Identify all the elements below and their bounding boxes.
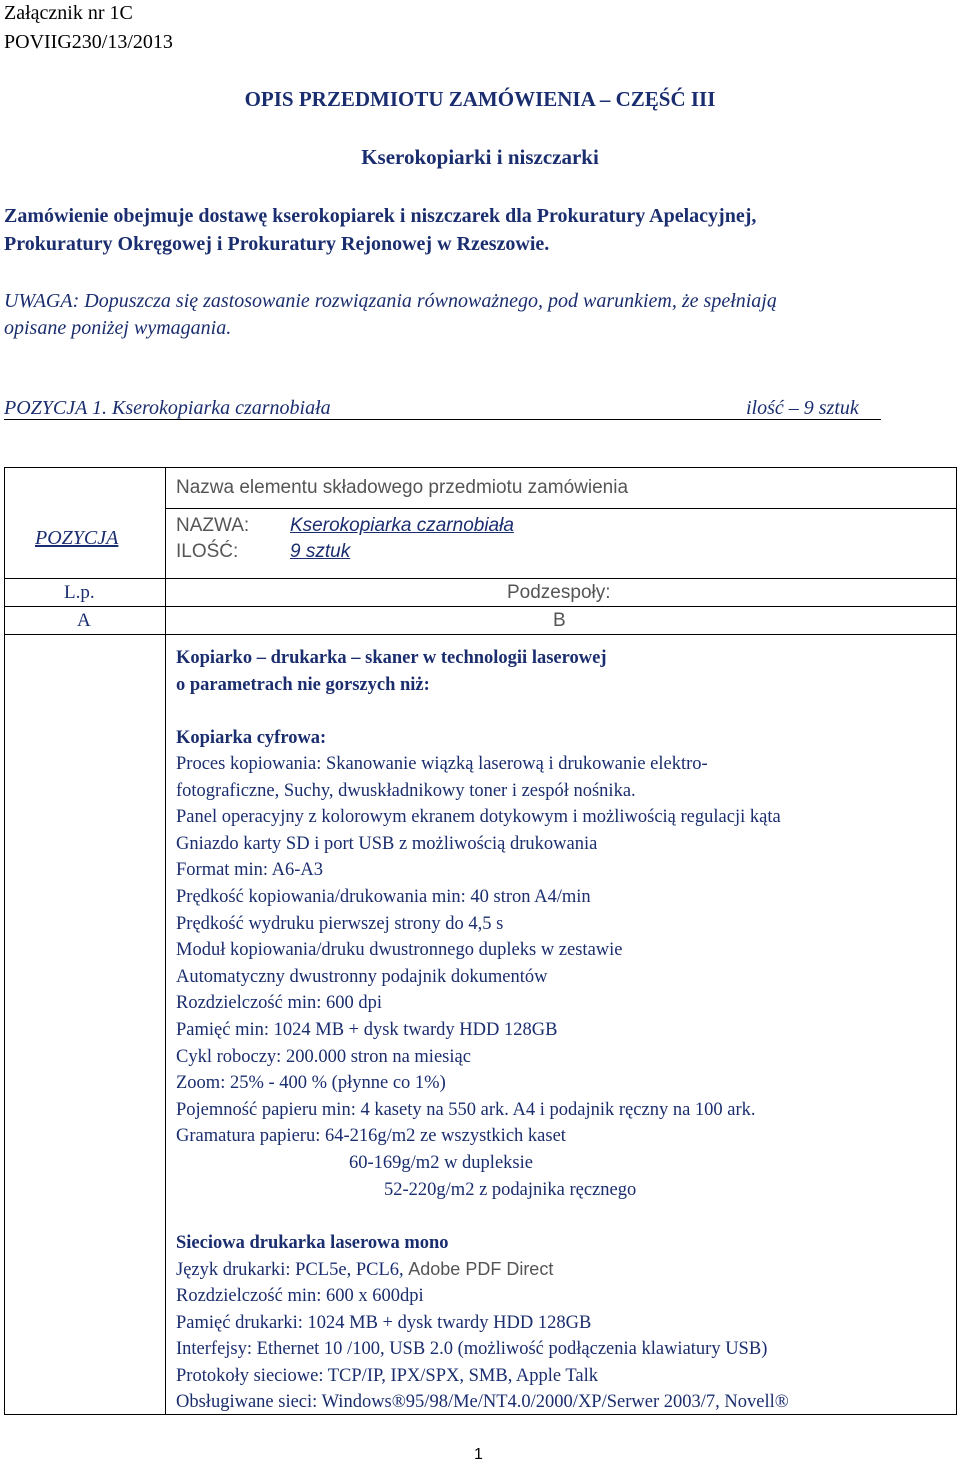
printer-heading: Sieciowa drukarka laserowa mono [176, 1233, 449, 1253]
copier-spec-item: Moduł kopiowania/druku dwustronnego dupleks w zestawie [176, 940, 623, 961]
attachment-label: Załącznik nr 1C [4, 2, 133, 24]
intro-line-2: Prokuratury Okręgowej i Prokuratury Rejonowej w Rzeszowie. [4, 233, 550, 255]
components-label: Podzespoły: [507, 582, 611, 603]
position-title: POZYCJA 1. Kserokopiarka czarnobiała [4, 397, 331, 419]
note-line-2: opisane poniżej wymagania. [4, 317, 232, 339]
copier-spec-item: Gramatura papieru: 64-216g/m2 ze wszystkich kaset [176, 1126, 566, 1147]
copier-spec-item: Format min: A6-A3 [176, 860, 323, 881]
table-border-top [4, 467, 957, 468]
intro-line-1: Zamówienie obejmuje dostawę kserokopiarek i niszczarek dla Prokuratury Apelacyjnej, [4, 205, 757, 227]
copier-spec-item: Zoom: 25% - 400 % (płynne co 1%) [176, 1073, 446, 1094]
quantity-label: ILOŚĆ: [176, 541, 239, 562]
copier-spec-item: Prędkość wydruku pierwszej strony do 4,5 s [176, 913, 504, 934]
copier-spec-item: Pojemność papieru min: 4 kasety na 550 ark. A4 i podajnik ręczny na 100 ark. [176, 1099, 756, 1120]
printer-spec-item: Rozdzielczość min: 600 x 600dpi [176, 1286, 424, 1306]
position-underline [4, 419, 881, 420]
position-column-header: POZYCJA [35, 527, 119, 549]
table-row-divider-1 [165, 508, 956, 509]
table-border-left [4, 467, 5, 1415]
copier-spec-list [176, 751, 781, 1150]
lead-line-1: Kopiarko – drukarka – skaner w technologii laserowej [176, 648, 607, 668]
copier-spec-item: Cykl roboczy: 200.000 stron na miesiąc [176, 1046, 471, 1067]
document-subtitle: Kserokopiarki i niszczarki [361, 145, 599, 169]
printer-spec-item: Interfejsy: Ethernet 10 /100, USB 2.0 (możliwość podłączenia klawiatury USB) [176, 1339, 768, 1360]
position-quantity: ilość – 9 sztuk [746, 397, 859, 419]
copier-spec-item: Pamięć min: 1024 MB + dysk twardy HDD 128GB [176, 1019, 558, 1040]
copier-spec-item: Rozdzielczość min: 600 dpi [176, 993, 383, 1014]
table-border-right [956, 467, 957, 1415]
printer-language [176, 1256, 553, 1284]
table-row-divider-2 [4, 578, 957, 579]
copier-spec-item: fotograficzne, Suchy, dwuskładnikowy toner i zespół nośnika. [176, 780, 636, 801]
printer-spec-list [176, 1283, 789, 1416]
page-number: 1 [474, 1446, 483, 1463]
printer-spec-item: Obsługiwane sieci: Windows®95/98/Me/NT4.0/2000/XP/Serwer 2003/7, Novell® [176, 1392, 789, 1413]
printer-spec-item: Pamięć drukarki: 1024 MB + dysk twardy HDD 128GB [176, 1312, 592, 1333]
copier-spec-item: Proces kopiowania: Skanowanie wiązką laserową i drukowanie elektro- [176, 754, 708, 774]
lp-label: L.p. [64, 582, 95, 603]
note-line-1: UWAGA: Dopuszcza się zastosowanie rozwiązania równoważnego, pod warunkiem, że spełniają [4, 290, 777, 312]
table-row-divider-3 [4, 606, 957, 607]
paper-weight-manual: 52-220g/m2 z podajnika ręcznego [384, 1180, 637, 1200]
table-row-divider-4 [4, 634, 957, 635]
document-title: OPIS PRZEDMIOTU ZAMÓWIENIA – CZĘŚĆ III [244, 87, 716, 111]
name-value: Kserokopiarka czarnobiała [290, 515, 514, 536]
copier-heading: Kopiarka cyfrowa: [176, 728, 327, 748]
printer-language-prefix: Język drukarki: PCL5e, PCL6, [176, 1260, 409, 1280]
table-column-divider [165, 467, 166, 1415]
copier-spec-item: Gniazdo karty SD i port USB z możliwością drukowania [176, 833, 598, 854]
copier-spec-item: Automatyczny dwustronny podajnik dokumentów [176, 966, 548, 987]
reference-number: POVIIG230/13/2013 [4, 31, 173, 53]
printer-spec-item: Protokoły sieciowe: TCP/IP, IPX/SPX, SMB, Apple Talk [176, 1365, 599, 1386]
name-label: NAZWA: [176, 515, 250, 536]
paper-weight-duplex: 60-169g/m2 w dupleksie [349, 1153, 533, 1173]
element-name-header: Nazwa elementu składowego przedmiotu zamówienia [176, 477, 629, 498]
printer-language-pdf: Adobe PDF Direct [408, 1259, 554, 1279]
column-b-letter: B [553, 610, 566, 631]
quantity-value: 9 sztuk [290, 541, 351, 562]
copier-spec-item: Prędkość kopiowania/drukowania min: 40 stron A4/min [176, 886, 591, 907]
lead-line-2: o parametrach nie gorszych niż: [176, 675, 430, 695]
column-a-letter: A [77, 610, 91, 631]
copier-spec-item: Panel operacyjny z kolorowym ekranem dotykowym i możliwością regulacji kąta [176, 807, 781, 828]
